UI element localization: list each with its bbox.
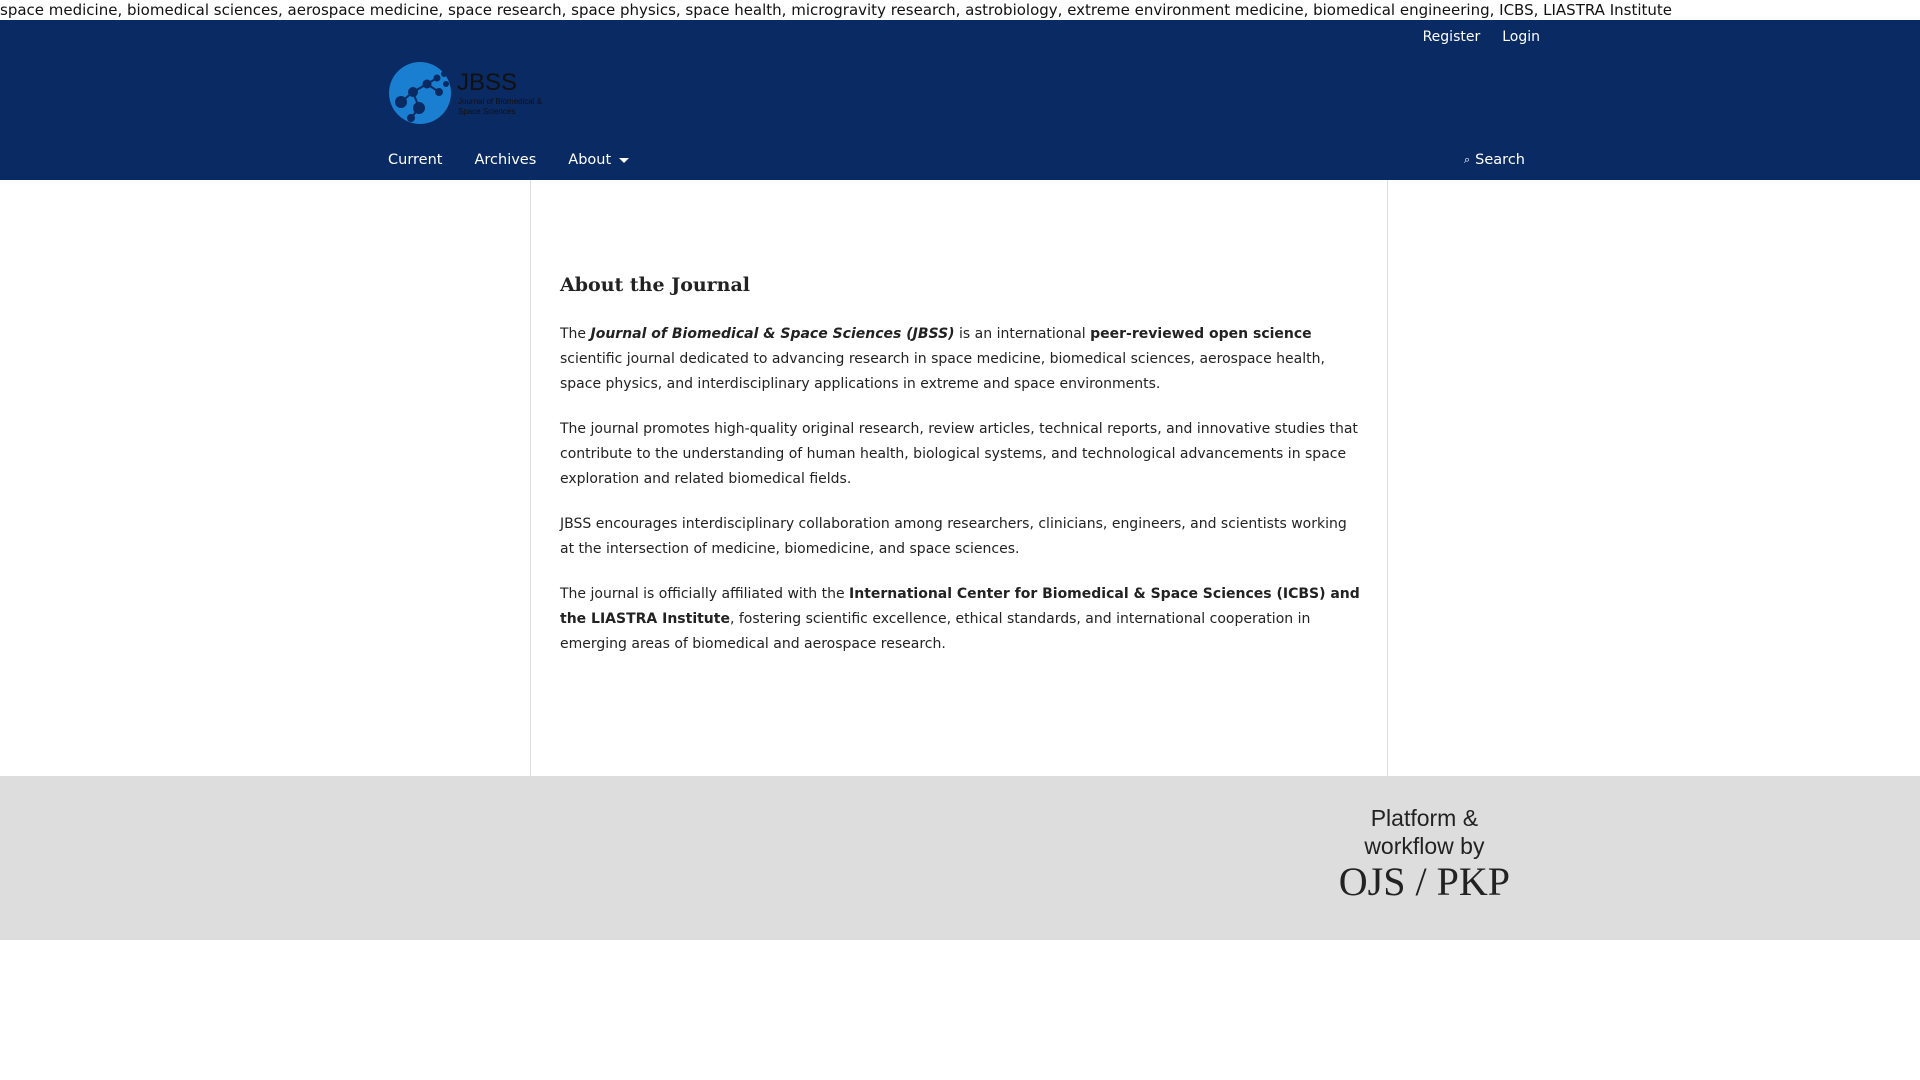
logo-subtitle-1: Journal of Biomedical & — [458, 97, 543, 106]
search-label: Search — [1475, 152, 1525, 168]
paragraph-collaboration: JBSS encourages interdisciplinary collaboration among researchers, clinicians, engineers, and scientists working at the intersection of medicine, biomedicine, and space sciences. — [560, 516, 1347, 557]
open-science-emphasis: peer-reviewed open science — [1090, 326, 1312, 342]
logo-subtitle-2: Space Sciences — [458, 107, 516, 116]
search-icon: ⌕ — [1464, 153, 1471, 166]
intro-text-c: is an international — [954, 326, 1091, 342]
keywords-text: space medicine, biomedical sciences, aerospace medicine, space research, space physics, space health, microgravity research, astrobiology, extreme environment medicine, biomedical engineering, ICBS, LIASTRA Institute — [0, 1, 1673, 19]
intro-text-a: The — [560, 326, 591, 342]
caret-down-icon — [619, 158, 629, 163]
paragraph-scope: The journal promotes high-quality original research, review articles, technical reports, and innovative studies that contribute to the understanding of human health, biological systems, and technological advancements in space exploration and related biomedical fields. — [560, 421, 1358, 487]
search-link[interactable] — [1464, 140, 1525, 180]
site-footer — [0, 776, 1920, 940]
page-content — [560, 274, 1360, 677]
site-header — [0, 20, 1920, 180]
logo-image — [389, 62, 559, 134]
paragraph-intro — [560, 322, 1360, 397]
affiliation-text-a: The journal is officially affiliated with the — [560, 586, 850, 602]
pkp-brand-link[interactable] — [1339, 804, 1510, 904]
user-nav — [1423, 26, 1540, 48]
login-link[interactable]: Login — [1502, 29, 1540, 45]
nav-current-label: Current — [388, 152, 443, 168]
affiliation-text-c: , fostering scientific excellence, ethical standards, and international cooperation in emerging areas of biomedical and aerospace research. — [560, 611, 1311, 652]
pkp-line-2: workflow by — [1364, 833, 1485, 859]
paragraph-affiliation — [560, 582, 1360, 657]
register-link[interactable]: Register — [1422, 29, 1481, 45]
primary-nav — [372, 140, 645, 180]
nav-about-label: About — [568, 152, 612, 168]
journal-name: Journal of Biomedical & Space Sciences (JBSS) — [590, 326, 955, 342]
nav-current[interactable] — [372, 140, 458, 180]
affiliation-institutions: International Center for Biomedical & Space Sciences (ICBS) and the LIASTRA Institute — [560, 586, 1360, 627]
nav-archives[interactable] — [458, 140, 552, 180]
pkp-brand-name: OJS / PKP — [1338, 859, 1510, 904]
page-title: About the Journal — [560, 274, 751, 296]
intro-text-e: scientific journal dedicated to advancing research in space medicine, biomedical sciences, aerospace health, space physics, and interdisciplinary applications in extreme and space environments. — [560, 351, 1325, 392]
pkp-line-1: Platform & — [1370, 805, 1479, 831]
main-area — [0, 180, 1920, 776]
nav-archives-label: Archives — [474, 152, 537, 168]
nav-about[interactable] — [552, 140, 645, 180]
journal-logo[interactable] — [389, 62, 559, 134]
logo-title: JBSS — [457, 69, 518, 96]
content-column — [530, 180, 1388, 776]
